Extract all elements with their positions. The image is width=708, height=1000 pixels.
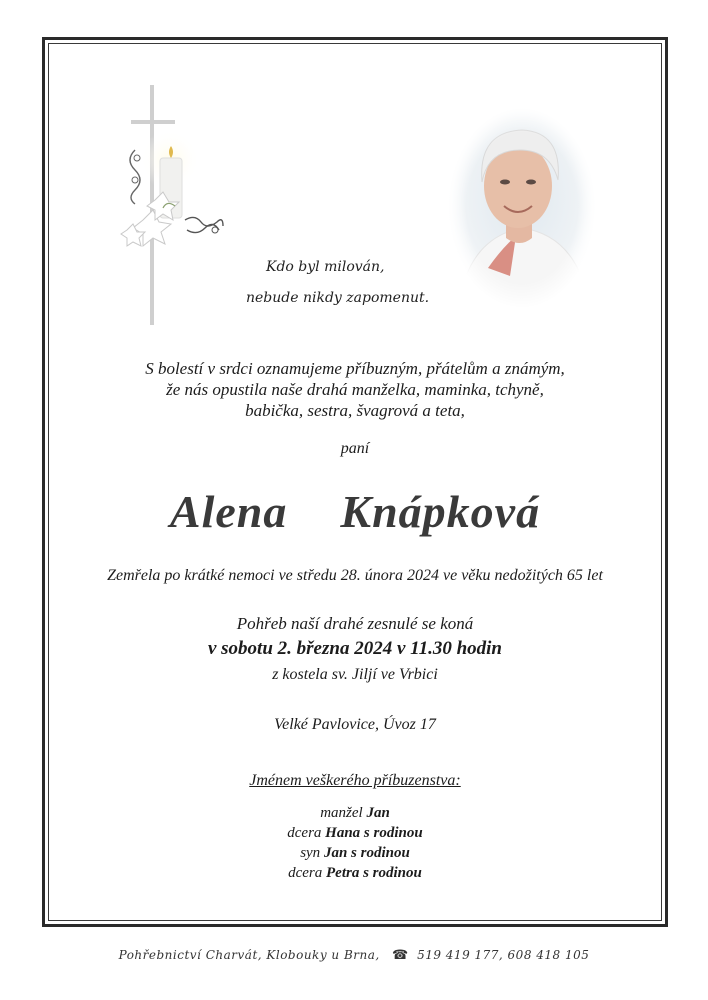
family-member [48,863,662,883]
announcement-line-3: babička, sestra, švagrová a teta, [245,401,465,420]
announcement-text [48,358,662,421]
cross-candle-ornament [115,80,235,330]
telephone-icon: ☎ [392,948,409,963]
family-list [48,803,662,883]
family-member-name: Jan s rodinou [323,845,410,861]
honorific: paní [340,440,370,457]
deceased-name: Alena Knápková [169,486,541,537]
phone-numbers: 519 419 177, 608 418 105 [417,948,590,962]
address: Velké Pavlovice, Úvoz 17 [274,716,436,733]
family-member [48,823,662,843]
family-member-name: Hana s rodinou [325,825,423,841]
family-relation: manžel [320,805,363,821]
family-member-name: Petra s rodinou [326,865,422,881]
family-member [48,843,662,863]
portrait-photo [448,108,596,308]
family-member-name: Jan [366,805,390,821]
announcement-line-1: S bolestí v srdci oznamujeme příbuzným, přátelům a známým, [145,359,565,378]
funeral-company: Pohřebnictví Charvát, Klobouky u Brna, [118,948,380,962]
announcement-line-2: že nás opustila naše drahá manželka, maminka, tchyně, [166,380,544,399]
family-heading: Jménem veškerého příbuzenstva: [249,772,461,789]
funeral-date: v sobotu 2. března 2024 v 11.30 hodin [207,638,502,659]
footer [0,948,708,963]
motto-line-1: Kdo byl milován, [266,259,385,275]
motto-line-2: nebude nikdy zapomenut. [246,290,430,306]
funeral-intro: Pohřeb naší drahé zesnulé se koná [236,614,474,633]
family-member [48,803,662,823]
death-notice: Zemřela po krátké nemoci ve středu 28. února 2024 ve věku nedožitých 65 let [107,567,603,584]
family-relation: dcera [288,865,323,881]
family-relation: dcera [287,825,322,841]
funeral-place: z kostela sv. Jiljí ve Vrbici [272,666,438,683]
family-relation: syn [300,845,321,861]
